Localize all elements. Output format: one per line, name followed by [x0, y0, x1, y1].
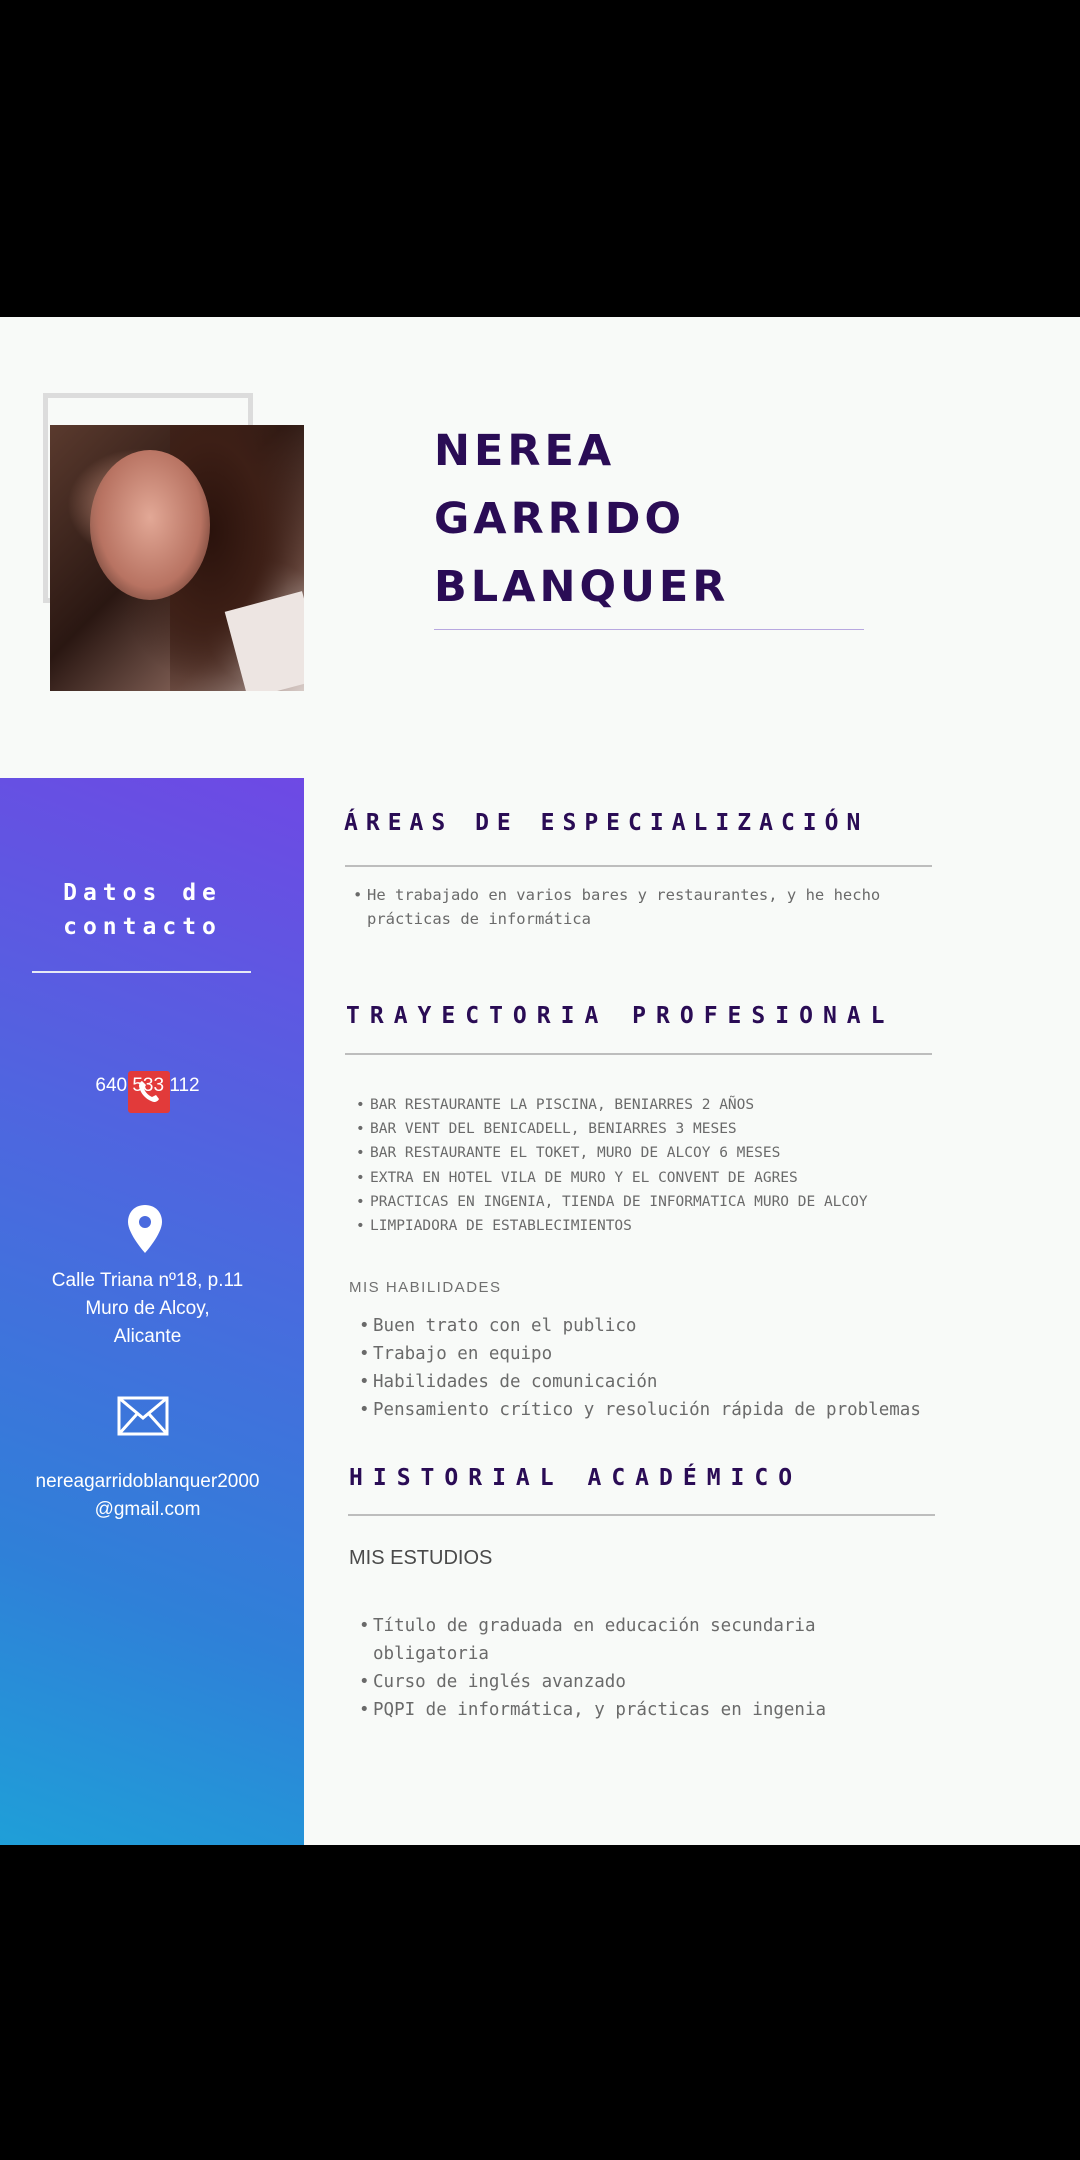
full-name — [434, 417, 729, 621]
section-divider — [348, 1514, 935, 1516]
habilidades-title: MIS HABILIDADES — [349, 1279, 502, 1296]
envelope-icon — [117, 1396, 169, 1436]
habilidades-list — [359, 1312, 1059, 1424]
list-item: • PQPI de informática, y prácticas en ingenia — [359, 1696, 899, 1724]
list-item: • Buen trato con el publico — [359, 1312, 1059, 1340]
address-line: Muro de Alcoy, — [85, 1298, 210, 1319]
location-pin-icon — [125, 1203, 165, 1255]
name-line: GARRIDO — [434, 494, 686, 544]
list-item: • BAR VENT DEL BENICADELL, BENIARRES 3 MESES — [356, 1117, 996, 1141]
phone-number[interactable]: 640 533 112 — [95, 1075, 200, 1096]
profile-photo — [50, 425, 304, 691]
name-line: BLANQUER — [434, 562, 730, 612]
name-line: NEREA — [434, 426, 616, 476]
list-item: • EXTRA EN HOTEL VILA DE MURO Y EL CONVENT DE AGRES — [356, 1166, 996, 1190]
trayectoria-list — [356, 1093, 996, 1238]
section-divider — [345, 865, 932, 867]
list-item: • He trabajado en varios bares y restaurantes, y he hecho prácticas de informática — [353, 883, 913, 931]
resume-page — [0, 317, 1080, 1845]
section-title-trayectoria: TRAYECTORIA PROFESIONAL — [346, 1003, 895, 1029]
list-item: • PRACTICAS EN INGENIA, TIENDA DE INFORMATICA MURO DE ALCOY — [356, 1190, 996, 1214]
list-item: • Curso de inglés avanzado — [359, 1668, 899, 1696]
contact-title-line: contacto — [63, 914, 222, 940]
areas-list — [353, 883, 913, 931]
section-divider — [345, 1053, 932, 1055]
list-item: • Pensamiento crítico y resolución rápida de problemas — [359, 1396, 1059, 1424]
list-item: • BAR RESTAURANTE EL TOKET, MURO DE ALCOY 6 MESES — [356, 1141, 996, 1165]
list-item: • Habilidades de comunicación — [359, 1368, 1059, 1396]
list-item: • Trabajo en equipo — [359, 1340, 1059, 1368]
address-line: Alicante — [113, 1326, 182, 1347]
estudios-subtitle: MIS ESTUDIOS — [349, 1547, 493, 1569]
email-line: nereagarridoblanquer2000 — [35, 1471, 260, 1492]
section-title-historial: HISTORIAL ACADÉMICO — [349, 1465, 803, 1491]
list-item: • LIMPIADORA DE ESTABLECIMIENTOS — [356, 1214, 996, 1238]
address — [0, 1267, 295, 1351]
email[interactable] — [0, 1468, 295, 1524]
contact-divider — [32, 971, 251, 973]
list-item: • BAR RESTAURANTE LA PISCINA, BENIARRES 2 AÑOS — [356, 1093, 996, 1117]
email-line: @gmail.com — [94, 1499, 201, 1520]
section-title-areas: ÁREAS DE ESPECIALIZACIÓN — [344, 810, 869, 836]
list-item: • Título de graduada en educación secundaria obligatoria — [359, 1612, 899, 1668]
contact-sidebar — [0, 778, 304, 1845]
address-line: Calle Triana nº18, p.11 — [51, 1270, 244, 1291]
contact-title — [0, 876, 285, 944]
estudios-list — [359, 1612, 899, 1724]
name-divider — [434, 629, 864, 630]
contact-title-line: Datos de — [63, 880, 222, 906]
